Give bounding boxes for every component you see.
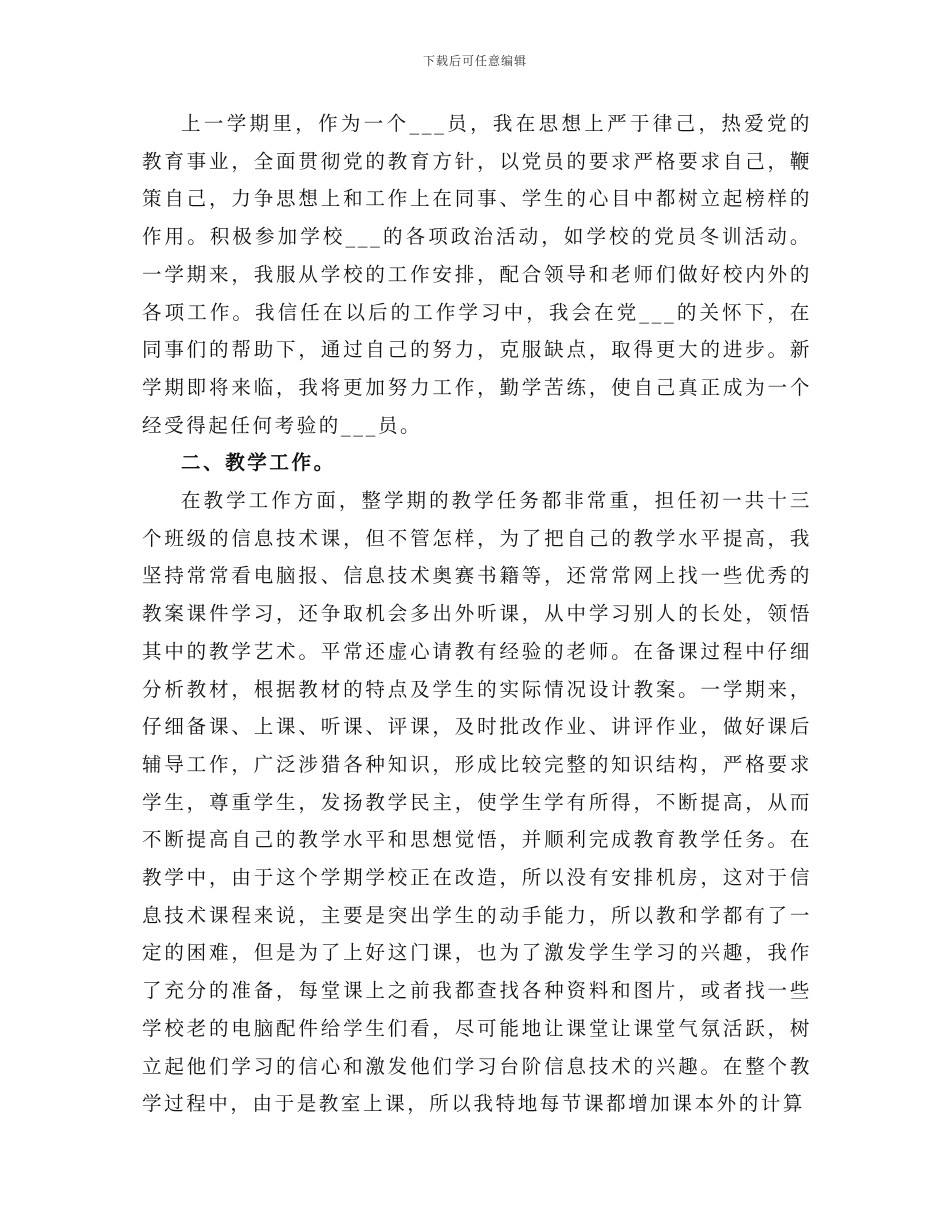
- page-header-note: 下载后可任意编辑: [422, 54, 527, 68]
- paragraph-party-work: 上一学期里，作为一个___员，我在思想上严于律己，热爱党的教育事业，全面贯彻党的教育方针，以党员的要求严格要求自己，鞭策自己，力争思想上和工作上在同事、学生的心目中都树立起榜样的作用。积极参加学校___的各项政治活动，如学校的党员冬训活动。一学期来，我服从学校的工作安排，配合领导和老师们做好校内外的各项工作。我信任在以后的工作学习中，我会在党___的关怀下，在同事们的帮助下，通过自己的努力，克服缺点，取得更大的进步。新学期即将来临，我将更加努力工作，勤学苦练，使自己真正成为一个经受得起任何考验的___员。: [142, 112, 812, 437]
- document-body: [142, 105, 812, 1123]
- paragraph-teaching-work: 在教学工作方面，整学期的教学任务都非常重，担任初一共十三个班级的信息技术课，但不管怎样，为了把自己的教学水平提高，我坚持常常看电脑报、信息技术奥赛书籍等，还常常网上找一些优秀的教案课件学习，还争取机会多出外听课，从中学习别人的长处，领悟其中的教学艺术。平常还虚心请教有经验的老师。在备课过程中仔细分析教材，根据教材的特点及学生的实际情况设计教案。一学期来，仔细备课、上课、听课、评课，及时批改作业、讲评作业，做好课后辅导工作，广泛涉猎各种知识，形成比较完整的知识结构，严格要求学生，尊重学生，发扬教学民主，使学生学有所得，不断提高，从而不断提高自己的教学水平和思想觉悟，并顺利完成教育教学任务。在教学中，由于这个学期学校正在改造，所以没有安排机房，这对于信息技术课程来说，主要是突出学生的动手能力，所以教和学都有了一定的困难，但是为了上好这门课，也为了激发学生学习的兴趣，我作了充分的准备，每堂课上之前我都查找各种资料和图片，或者找一些学校老的电脑配件给学生们看，尽可能地让课堂让课堂气氛活跃，树立起他们学习的信心和激发他们学习台阶信息技术的兴趣。在整个教学过程中，由于是教室上课，所以我特地每节课都增加课本外的计算: [142, 489, 812, 1116]
- section-heading-teaching: 二、教学工作。: [181, 451, 336, 475]
